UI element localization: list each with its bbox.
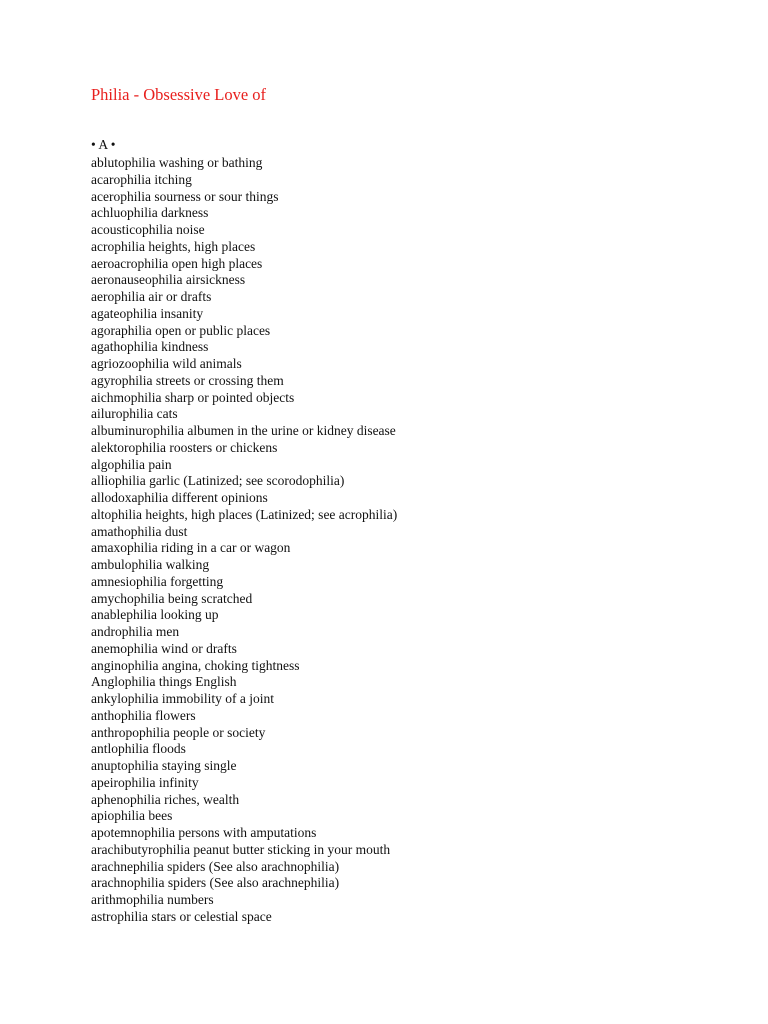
list-item: agoraphilia open or public places [91, 322, 271, 338]
section-heading: • A • [91, 137, 116, 152]
list-item: agyrophilia streets or crossing them [91, 372, 284, 388]
list-item: ankylophilia immobility of a joint [91, 691, 274, 706]
list-item: acarophilia itching [91, 171, 192, 187]
list-item: agathophilia kindness [91, 339, 209, 355]
list-item: apeirophilia infinity [91, 774, 199, 790]
list-item: aeronauseophilia airsickness [91, 272, 246, 288]
list-item: aerophilia air or drafts [91, 289, 212, 304]
list-item: ambulophilia walking [91, 557, 210, 572]
list-item: amathophilia dust [91, 523, 188, 539]
list-item: apiophilia bees [91, 808, 173, 824]
list-item: algophilia pain [91, 456, 172, 472]
list-item: arithmophilia numbers [91, 892, 214, 907]
list-item: alektorophilia roosters or chickens [91, 439, 278, 455]
list-item: arachnephilia spiders (See also arachnophilia) [91, 858, 340, 874]
list-item: antlophilia floods [91, 741, 186, 757]
list-item: acerophilia sourness or sour things [91, 188, 279, 204]
list-item: amychophilia being scratched [91, 590, 253, 606]
list-item: aphenophilia riches, wealth [91, 791, 240, 807]
list-item: amnesiophilia forgetting [91, 573, 224, 589]
list-item: amaxophilia riding in a car or wagon [91, 540, 291, 556]
list-item: arachibutyrophilia peanut butter sticking in your mouth [91, 841, 391, 857]
list-item: allodoxaphilia different opinions [91, 490, 268, 505]
list-item: Anglophilia things English [91, 674, 237, 690]
list-item: achluophilia darkness [91, 205, 209, 221]
list-item: anginophilia angina, choking tightness [91, 657, 300, 673]
list-item: albuminurophilia albumen in the urine or kidney disease [91, 423, 396, 438]
list-item: alliophilia garlic (Latinized; see scorodophilia) [91, 473, 345, 489]
list-item: anemophilia wind or drafts [91, 640, 237, 656]
list-item: ablutophilia washing or bathing [91, 155, 263, 170]
list-item: anablephilia looking up [91, 607, 219, 623]
list-item: arachnophilia spiders (See also arachnephilia) [91, 875, 340, 891]
list-item: astrophilia stars or celestial space [91, 908, 272, 924]
list-item: acousticophilia noise [91, 222, 205, 237]
entry-list [91, 155, 397, 926]
list-item: aeroacrophilia open high places [91, 255, 263, 271]
list-item: anuptophilia staying single [91, 758, 237, 773]
list-item: agateophilia insanity [91, 305, 204, 321]
list-item: anthophilia flowers [91, 707, 196, 723]
list-item: androphilia men [91, 624, 180, 639]
list-item: altophilia heights, high places (Latinized; see acrophilia) [91, 506, 398, 522]
list-item: anthropophilia people or society [91, 724, 266, 740]
list-item: aichmophilia sharp or pointed objects [91, 389, 295, 405]
document-title: Philia - Obsessive Love of [91, 85, 267, 104]
list-item: apotemnophilia persons with amputations [91, 825, 317, 840]
list-item: ailurophilia cats [91, 406, 178, 422]
list-item: acrophilia heights, high places [91, 238, 256, 254]
list-item: agriozoophilia wild animals [91, 356, 242, 371]
